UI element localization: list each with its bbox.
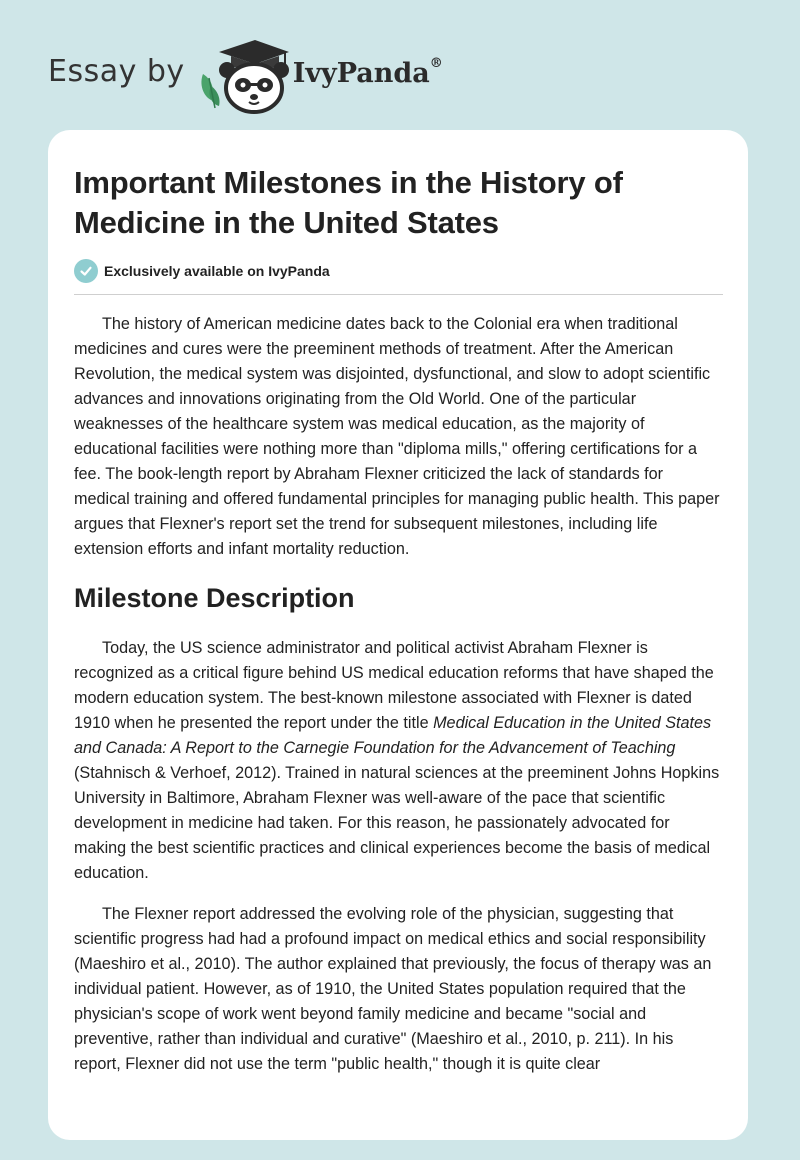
brand-name[interactable]: IvyPanda®	[292, 55, 443, 89]
exclusive-badge	[74, 258, 723, 284]
intro-paragraph: The history of American medicine dates back to the Colonial era when traditional medicines and cures were the preeminent methods of treatment. After the American Revolution, the medical system was disjointed, dysfunctional, and slow to adopt scientific advances and innovations originating from the Old World. One of the particular weaknesses of the healthcare system was medical education, as the majority of educational facilities were nothing more than "diploma mills," offering certifications for a fee. The book-length report by Abraham Flexner criticized the lack of standards for medical training and offered fundamental principles for managing public health. This paper argues that Flexner's report set the trend for subsequent milestones, including life extension efforts and infant mortality reduction.	[74, 315, 720, 558]
essay-by-label: Essay by	[48, 53, 185, 89]
article-body	[74, 130, 723, 1077]
check-icon	[74, 259, 98, 283]
section-heading: Milestone Description	[74, 583, 355, 613]
site-header	[48, 34, 508, 114]
panda-logo-icon[interactable]	[197, 34, 289, 114]
body-paragraph-2: The Flexner report addressed the evolving role of the physician, suggesting that scientific progress had had a profound impact on medical ethics and social responsibility (Maeshiro et al., 2010). The author explained that previously, the focus of therapy was an individual patient. However, as of 1910, the United States population required that the physician's scope of work went beyond family medicine and became "social and preventive, rather than individual and curative" (Maeshiro et al., 2010, p. 211). In his report, Flexner did not use the term "public health," though it is quite clear	[74, 905, 712, 1073]
article-title: Important Milestones in the History of Medicine in the United States	[74, 165, 623, 240]
report-title-italic: Medical Education in the United States and Canada: A Report to the Carnegie Foundation for the Advancement of Teaching	[74, 714, 712, 757]
divider	[74, 294, 723, 295]
body-paragraph-1: Today, the US science administrator and political activist Abraham Flexner is recognized as a critical figure behind US medical education reforms that have shaped the modern education system. The best-known milestone associated with Flexner is dated 1910 when he presented the report under the title Medical Education in the United States and Canada: A Report to the Carnegie Foundation for the Advancement of Teaching (Stahnisch & Verhoef, 2012). Trained in natural sciences at the preeminent Johns Hopkins University in Baltimore, Abraham Flexner was well-aware of the pace that scientific development in medicine had taken. For this reason, he passionately advocated for making the best scientific practices and clinical experiences become the basis of medical education.	[74, 639, 720, 882]
exclusive-label: Exclusively available on IvyPanda	[104, 263, 330, 279]
article-card	[48, 130, 748, 1140]
